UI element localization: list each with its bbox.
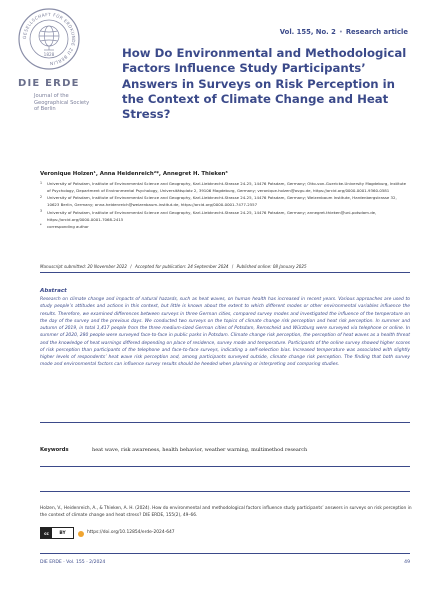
journal-subtitle: Journal of the Geographical Society of Berlin xyxy=(34,93,90,113)
date-separator: / xyxy=(130,264,132,269)
date-submitted: Manuscript submitted: 20 November 2022 xyxy=(40,264,127,269)
seal-year: 1828 xyxy=(43,52,55,57)
publication-dates xyxy=(40,264,420,269)
abstract-heading: Abstract xyxy=(40,288,67,294)
date-accepted: Accepted for publication: 24 September 2024 xyxy=(134,264,229,269)
journal-name: DIE ERDE xyxy=(18,78,80,89)
date-published: Published online: 08 January 2025 xyxy=(236,264,307,269)
divider xyxy=(40,272,410,273)
divider xyxy=(40,422,410,423)
cc-by-label: BY xyxy=(59,530,66,536)
volume-issue xyxy=(280,28,408,36)
date-separator: / xyxy=(231,264,234,269)
divider xyxy=(40,466,410,467)
volume-number: Vol. 155, No. 2 xyxy=(279,28,336,36)
globe-icon xyxy=(39,26,59,50)
abstract-text: Research on climate change and impacts of natural hazards, such as heat waves, on human health has increased in recent years. Various approaches are used to study people’s attitudes and actions in this context, but little is known about the extent to which different modes or other environmental variables influence the results. Therefore, we examined differences between surveys in three German cities, compared survey modes and investigated the influence of the temperature on the day of the survey and the previous days. We conducted two surveys on the topics of climate change risk perception and heat risk perception. In summer and autumn of 2019, in total 1,417 people from the three medium-sized German cities of Potsdam, Remscheid and Würzburg were surveyed via telephone or online. In summer of 2020, 280 people were surveyed face-to-face in public parks in Potsdam. Climate change risk perception, the perception of heat waves as a health threat and the knowledge of heat warnings differed depending on place of residence, survey mode and temperature. Participants of the online survey showed higher scores of risk perception than participants of the telephone and face-to-face surveys, indicating a self-selection bias. Increased temperature was associated with slightly higher levels of respondents’ heat wave risk perception and, among participants surveyed outside, climate change risk perception. The finding that both survey mode and environmental factors can influence survey results should be heeded when planning or interpreting and comparing studies. xyxy=(40,297,410,368)
footer-journal-info: DIE ERDE · Vol. 155 · 2/2024 xyxy=(40,560,106,565)
affiliation-text: University of Potsdam, Institute of Environmental Science and Geography, Karl-Liebknecht-Strasse 24-25, 14476 Potsdam, Germany; annegret.thieken@uni-potsdam.de, https://orcid.org/0000-0001-7068-2415 xyxy=(47,209,377,222)
article-title: How Do Environmental and Methodological Factors Influence Study Participants’ Answers in Surveys on Risk Perception in the Context of Climate Change and Heat Stress? xyxy=(122,46,407,122)
affiliation-marker: 1 xyxy=(40,180,43,185)
affiliation-item xyxy=(40,181,410,195)
divider xyxy=(40,491,410,492)
affiliation-text: corresponding author xyxy=(47,223,89,229)
affiliation-marker: 2 xyxy=(40,194,43,199)
affiliation-marker: * xyxy=(40,223,42,228)
affiliation-item xyxy=(40,195,410,209)
affiliation-text: University of Potsdam, Institute of Environmental Science and Geography, Karl-Liebknecht-Strasse 24-25, 14476 Potsdam, Germany; Weizenbaum Institute, Hardenbergstrasse 32, 10623 Berlin, Germany; anna.heidenreich@weizenbaum-institut.de, https://orcid.org/0000-0001-7477-2557 xyxy=(47,195,397,208)
affiliations xyxy=(40,181,410,231)
affiliation-item xyxy=(40,210,410,224)
header-separator: • xyxy=(338,28,343,36)
author-list: Veronique Holzen¹, Anna Heidenreich²*, Annegret H. Thieken³ xyxy=(40,171,228,177)
seal-ring-text: GESELLSCHAFT FÜR ERDKUNDE ZU BERLIN xyxy=(22,12,76,66)
citation-text: Holzen, V., Heidenreich, A., & Thieken, A. H. (2024). How do environmental and methodological factors influence study participants’ answers in surveys on risk perception in the context of climate change and heat stress? DIE ERDE, 155(2), 49–66. xyxy=(40,506,412,519)
footer-divider xyxy=(40,553,410,554)
page-number: 49 xyxy=(404,560,410,565)
cc-by-license-badge[interactable] xyxy=(40,527,74,539)
affiliation-marker: 3 xyxy=(40,209,43,214)
doi-link[interactable]: https://doi.org/10.12854/erde-2024-647 xyxy=(87,530,175,535)
affiliation-text: University of Potsdam, Institute of Environmental Science and Geography, Karl-Liebknecht-Strasse 24-25, 14476 Potsdam, Germany; Otto-von-Guericke-University Magdeburg, Institute of Psychology, Department of Environmental Psychology, Universitätsplatz 2, 39106 Magdeburg, Germany; veronique.holzen@ovgu.de, https://orcid.org/0000-0001-9360-0581 xyxy=(47,181,406,193)
society-seal-logo xyxy=(18,8,80,70)
affiliation-item xyxy=(40,224,410,231)
keywords-label: Keywords xyxy=(40,447,69,453)
cc-icon: cc xyxy=(41,528,52,538)
doi-icon xyxy=(78,531,84,537)
article-type: Research article xyxy=(345,28,408,36)
keywords-text: heat wave, risk awareness, health behavior, weather warning, multimethod research xyxy=(92,447,308,453)
